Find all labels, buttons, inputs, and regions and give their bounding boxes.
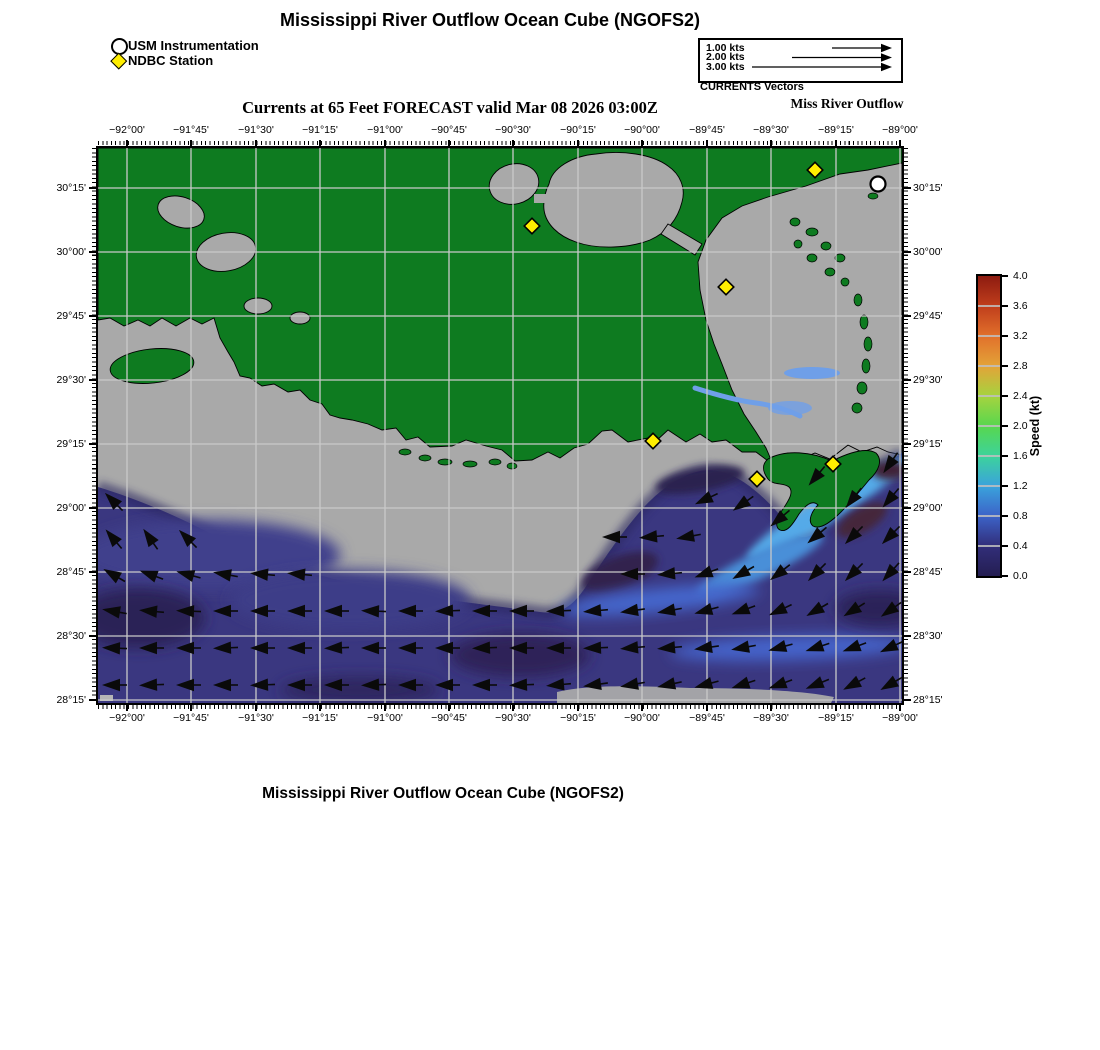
x-label-bottom-7: −90°15' xyxy=(560,712,596,724)
colorbar-label-0: 0.0 xyxy=(1013,570,1028,582)
x-tick-top-2 xyxy=(255,140,256,147)
station-legend xyxy=(0,0,400,80)
y-tick-right-1 xyxy=(903,251,911,252)
y-label-left-0: 30°15' xyxy=(56,182,86,194)
x-tick-bottom-3 xyxy=(319,704,320,711)
y-label-left-3: 29°30' xyxy=(56,374,86,386)
x-tick-top-0 xyxy=(126,140,127,147)
x-label-bottom-2: −91°30' xyxy=(238,712,274,724)
vector-scale-label-0: 1.00 kts xyxy=(706,41,745,54)
x-tick-bottom-7 xyxy=(577,704,578,711)
x-label-bottom-0: −92°00' xyxy=(109,712,145,724)
x-tick-bottom-11 xyxy=(835,704,836,711)
x-tick-bottom-9 xyxy=(706,704,707,711)
x-label-bottom-1: −91°45' xyxy=(173,712,209,724)
colorbar-tick-7 xyxy=(1001,365,1008,366)
x-minor-ticks-top xyxy=(98,141,902,145)
y-tick-left-0 xyxy=(89,187,97,188)
map-area xyxy=(96,146,904,705)
western-lake-4 xyxy=(290,312,310,324)
colorbar-tick-10 xyxy=(1001,275,1008,276)
map-canvas xyxy=(98,148,902,703)
x-label-top-8: −90°00' xyxy=(624,124,660,136)
ndbc-legend-icon xyxy=(111,53,127,69)
colorbar-label-8: 3.2 xyxy=(1013,330,1028,342)
station-legend-label-1: NDBC Station xyxy=(128,53,214,68)
colorbar-tick-9 xyxy=(1001,305,1008,306)
x-tick-bottom-2 xyxy=(255,704,256,711)
colorbar-gridline-9 xyxy=(978,305,1000,307)
footer-title: Mississippi River Outflow Ocean Cube (NGOFS2) xyxy=(262,785,624,802)
x-label-bottom-11: −89°15' xyxy=(818,712,854,724)
x-tick-bottom-0 xyxy=(126,704,127,711)
y-label-right-4: 29°15' xyxy=(913,438,943,450)
y-minor-ticks-right xyxy=(904,148,908,703)
x-label-bottom-10: −89°30' xyxy=(753,712,789,724)
colorbar-gridline-8 xyxy=(978,335,1000,337)
y-tick-left-4 xyxy=(89,443,97,444)
colorbar-gridline-5 xyxy=(978,425,1000,427)
x-tick-top-6 xyxy=(512,140,513,147)
y-label-left-8: 28°15' xyxy=(56,694,86,706)
y-tick-left-7 xyxy=(89,635,97,636)
colorbar-label-4: 1.6 xyxy=(1013,450,1028,462)
colorbar-gridline-2 xyxy=(978,515,1000,517)
y-label-right-6: 28°45' xyxy=(913,566,943,578)
x-label-top-9: −89°45' xyxy=(689,124,725,136)
colorbar-label-7: 2.8 xyxy=(1013,360,1028,372)
y-label-left-5: 29°00' xyxy=(56,502,86,514)
x-tick-bottom-5 xyxy=(448,704,449,711)
y-tick-left-8 xyxy=(89,699,97,700)
x-label-top-4: −91°00' xyxy=(367,124,403,136)
y-tick-right-2 xyxy=(903,315,911,316)
x-label-top-0: −92°00' xyxy=(109,124,145,136)
x-label-top-3: −91°15' xyxy=(302,124,338,136)
x-label-top-12: −89°00' xyxy=(882,124,918,136)
colorbar-label-10: 4.0 xyxy=(1013,270,1028,282)
x-label-bottom-4: −91°00' xyxy=(367,712,403,724)
x-label-top-6: −90°30' xyxy=(495,124,531,136)
x-label-bottom-12: −89°00' xyxy=(882,712,918,724)
x-tick-top-4 xyxy=(384,140,385,147)
y-label-left-2: 29°45' xyxy=(56,310,86,322)
colorbar-gridline-1 xyxy=(978,545,1000,547)
x-minor-ticks-bottom xyxy=(98,705,902,709)
colorbar-label-6: 2.4 xyxy=(1013,390,1028,402)
x-tick-top-7 xyxy=(577,140,578,147)
colorbar-tick-6 xyxy=(1001,395,1008,396)
map-subtitle: Currents at 65 Feet FORECAST valid Mar 08 2026 03:00Z xyxy=(242,98,658,117)
y-label-right-8: 28°15' xyxy=(913,694,943,706)
page-title: Mississippi River Outflow Ocean Cube (NGOFS2) xyxy=(279,10,701,30)
y-tick-right-0 xyxy=(903,187,911,188)
y-label-right-1: 30°00' xyxy=(913,246,943,258)
x-tick-bottom-4 xyxy=(384,704,385,711)
x-tick-top-10 xyxy=(770,140,771,147)
y-label-left-6: 28°45' xyxy=(56,566,86,578)
western-lake-3 xyxy=(244,298,272,314)
colorbar-gridline-3 xyxy=(978,485,1000,487)
x-label-bottom-5: −90°45' xyxy=(431,712,467,724)
river-shoal xyxy=(784,367,840,379)
y-tick-right-8 xyxy=(903,699,911,700)
y-tick-right-7 xyxy=(903,635,911,636)
x-tick-bottom-6 xyxy=(512,704,513,711)
y-tick-right-5 xyxy=(903,507,911,508)
colorbar-label-9: 3.6 xyxy=(1013,300,1028,312)
y-tick-right-6 xyxy=(903,571,911,572)
x-tick-top-1 xyxy=(190,140,191,147)
x-label-bottom-8: −90°00' xyxy=(624,712,660,724)
x-label-top-1: −91°45' xyxy=(173,124,209,136)
vector-scale-label-1: 2.00 kts xyxy=(706,51,745,63)
colorbar-label-5: 2.0 xyxy=(1013,420,1028,432)
y-tick-left-3 xyxy=(89,379,97,380)
y-tick-left-5 xyxy=(89,507,97,508)
river-shoal-2 xyxy=(768,401,812,415)
x-tick-bottom-1 xyxy=(190,704,191,711)
x-label-bottom-6: −90°30' xyxy=(495,712,531,724)
colorbar-tick-2 xyxy=(1001,515,1008,516)
x-tick-top-12 xyxy=(899,140,900,147)
colorbar-gridline-4 xyxy=(978,455,1000,457)
y-label-left-1: 30°00' xyxy=(56,246,86,258)
x-label-top-2: −91°30' xyxy=(238,124,274,136)
colorbar-tick-1 xyxy=(1001,545,1008,546)
colorbar-tick-8 xyxy=(1001,335,1008,336)
x-tick-bottom-10 xyxy=(770,704,771,711)
y-tick-left-2 xyxy=(89,315,97,316)
x-tick-top-5 xyxy=(448,140,449,147)
colorbar-tick-5 xyxy=(1001,425,1008,426)
colorbar-label-2: 0.8 xyxy=(1013,510,1028,522)
y-tick-left-6 xyxy=(89,571,97,572)
x-tick-top-8 xyxy=(641,140,642,147)
vector-scale-legend xyxy=(698,38,903,83)
x-tick-bottom-12 xyxy=(899,704,900,711)
colorbar-title: Speed (kt) xyxy=(1028,395,1042,457)
y-tick-right-3 xyxy=(903,379,911,380)
speed-colorbar xyxy=(976,274,1002,578)
x-tick-top-9 xyxy=(706,140,707,147)
vector-legend-caption: CURRENTS Vectors xyxy=(700,81,804,93)
y-label-right-3: 29°30' xyxy=(913,374,943,386)
station-legend-label-0: USM Instrumentation xyxy=(128,37,259,53)
y-label-right-0: 30°15' xyxy=(913,182,943,194)
y-label-right-2: 29°45' xyxy=(913,310,943,322)
pass-manchac xyxy=(534,194,550,203)
y-label-right-5: 29°00' xyxy=(913,502,943,514)
vector-scale-label-2: 3.00 kts xyxy=(706,60,745,73)
x-label-top-11: −89°15' xyxy=(818,124,854,136)
x-tick-top-3 xyxy=(319,140,320,147)
y-tick-left-1 xyxy=(89,251,97,252)
colorbar-gridline-6 xyxy=(978,395,1000,397)
y-minor-ticks-left xyxy=(92,148,96,703)
y-label-left-7: 28°30' xyxy=(56,630,86,642)
y-label-left-4: 29°15' xyxy=(56,438,86,450)
colorbar-tick-3 xyxy=(1001,485,1008,486)
x-label-bottom-9: −89°45' xyxy=(689,712,725,724)
colorbar-tick-4 xyxy=(1001,455,1008,456)
x-label-top-7: −90°15' xyxy=(560,124,596,136)
usm-instrumentation-marker xyxy=(871,177,886,192)
x-label-top-5: −90°45' xyxy=(431,124,467,136)
x-label-bottom-3: −91°15' xyxy=(302,712,338,724)
x-tick-top-11 xyxy=(835,140,836,147)
colorbar-gridline-7 xyxy=(978,365,1000,367)
colorbar-label-1: 0.4 xyxy=(1013,540,1028,552)
x-tick-bottom-8 xyxy=(641,704,642,711)
colorbar-tick-0 xyxy=(1001,575,1008,576)
region-label: Miss River Outflow xyxy=(790,96,904,111)
y-label-right-7: 28°30' xyxy=(913,630,943,642)
colorbar-label-3: 1.2 xyxy=(1013,480,1028,492)
y-tick-right-4 xyxy=(903,443,911,444)
x-label-top-10: −89°30' xyxy=(753,124,789,136)
